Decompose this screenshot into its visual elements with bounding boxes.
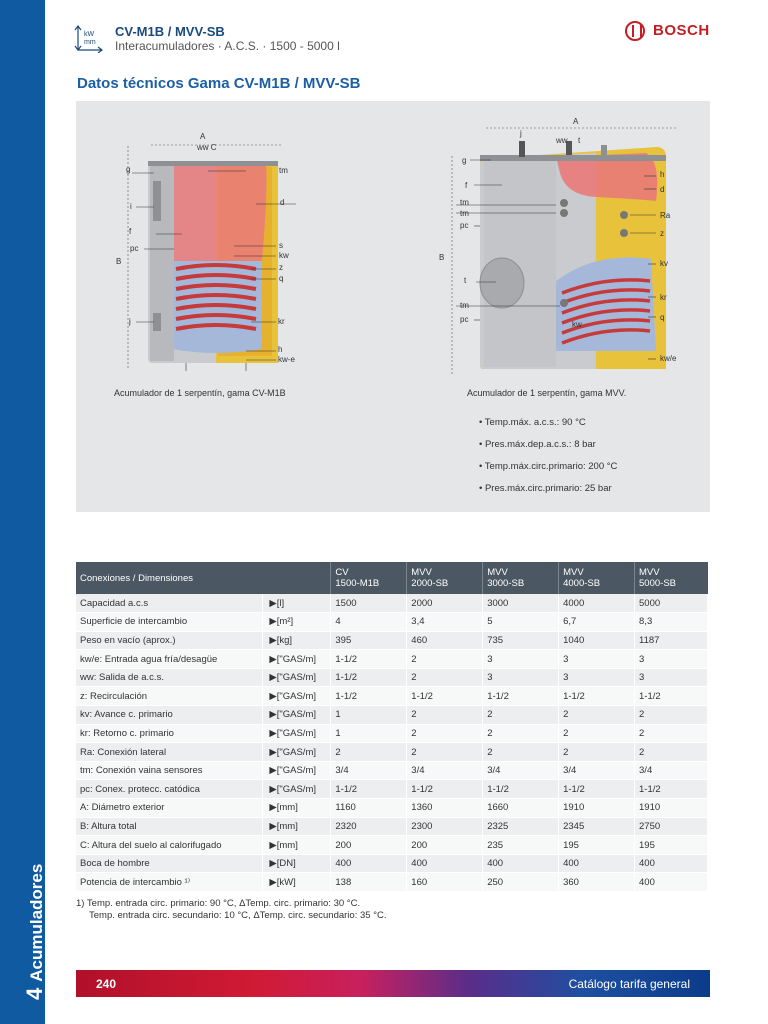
row-value: 3 bbox=[483, 668, 559, 687]
right-label-kv: kv bbox=[660, 259, 668, 268]
right-label-ww: ww bbox=[556, 136, 568, 145]
table-row bbox=[76, 817, 708, 836]
row-value: 3/4 bbox=[635, 761, 708, 780]
left-label-f: f bbox=[129, 227, 132, 236]
row-value: 2 bbox=[559, 724, 635, 743]
right-label-Ra: Ra bbox=[660, 211, 671, 220]
row-value: 160 bbox=[407, 873, 483, 892]
left-label-wwC: ww C bbox=[197, 143, 217, 152]
right-label-pc1: pc bbox=[460, 221, 469, 230]
row-value: 1360 bbox=[407, 799, 483, 818]
row-value: 2 bbox=[483, 743, 559, 762]
technical-data-table bbox=[76, 562, 708, 892]
table-row bbox=[76, 761, 708, 780]
spec-item: • Temp.máx.circ.primario: 200 °C bbox=[479, 461, 618, 472]
row-value: 2 bbox=[407, 743, 483, 762]
row-unit: ▶[m²] bbox=[263, 613, 331, 632]
row-value: 2300 bbox=[407, 817, 483, 836]
row-unit: ▶["GAS/m] bbox=[263, 650, 331, 669]
row-label: kw/e: Entrada agua fría/desagüe bbox=[76, 650, 263, 669]
row-value: 1660 bbox=[483, 799, 559, 818]
row-unit: ▶["GAS/m] bbox=[263, 780, 331, 799]
row-value: 2 bbox=[483, 706, 559, 725]
left-label-s: s bbox=[279, 241, 283, 250]
row-unit: ▶[kW] bbox=[263, 873, 331, 892]
table-row bbox=[76, 631, 708, 650]
row-value: 250 bbox=[483, 873, 559, 892]
table-row bbox=[76, 706, 708, 725]
left-label-g: g bbox=[126, 165, 131, 174]
row-unit: ▶[mm] bbox=[263, 817, 331, 836]
row-unit: ▶["GAS/m] bbox=[263, 743, 331, 762]
row-label: B: Altura total bbox=[76, 817, 263, 836]
left-label-tm: tm bbox=[279, 166, 288, 175]
row-value: 2 bbox=[559, 743, 635, 762]
spec-item: • Pres.máx.circ.primario: 25 bar bbox=[479, 483, 612, 494]
row-value: 1187 bbox=[635, 631, 708, 650]
row-value: 2320 bbox=[331, 817, 407, 836]
tank-diagrams-svg bbox=[76, 101, 710, 512]
row-label: Capacidad a.c.s bbox=[76, 594, 263, 613]
table-row bbox=[76, 836, 708, 855]
kw-mm-icon bbox=[74, 23, 104, 53]
header-title: CV-M1B / MVV-SB bbox=[115, 24, 225, 39]
right-label-j: j bbox=[520, 129, 522, 138]
row-value: 2 bbox=[635, 724, 708, 743]
row-value: 1 bbox=[331, 706, 407, 725]
right-label-tm2: tm bbox=[460, 209, 469, 218]
row-value: 3,4 bbox=[407, 613, 483, 632]
right-label-tm3: tm bbox=[460, 301, 469, 310]
right-tank-drawing bbox=[452, 128, 676, 376]
row-value: 2 bbox=[407, 650, 483, 669]
row-value: 1-1/2 bbox=[635, 780, 708, 799]
row-value: 2 bbox=[483, 724, 559, 743]
chapter-title: Acumuladores bbox=[27, 863, 46, 982]
left-label-A: A bbox=[200, 132, 206, 141]
row-value: 3 bbox=[635, 650, 708, 669]
row-unit: ▶["GAS/m] bbox=[263, 761, 331, 780]
table-header-label: Conexiones / Dimensiones bbox=[76, 562, 331, 594]
table-header-col: MVV 4000-SB bbox=[559, 562, 635, 594]
left-label-B: B bbox=[116, 257, 122, 266]
catalog-title: Catálogo tarifa general bbox=[568, 977, 690, 991]
right-label-pc2: pc bbox=[460, 315, 469, 324]
right-label-kw: kw bbox=[572, 320, 582, 329]
right-label-g: g bbox=[462, 156, 467, 165]
left-label-kr: kr bbox=[278, 317, 285, 326]
footnote-line: Temp. entrada circ. secundario: 10 °C, ΔTemp. circ. secundario: 35 °C. bbox=[89, 910, 387, 921]
table-row bbox=[76, 743, 708, 762]
row-value: 6,7 bbox=[559, 613, 635, 632]
row-value: 400 bbox=[635, 854, 708, 873]
table-row bbox=[76, 650, 708, 669]
footnote bbox=[76, 898, 387, 922]
right-label-d: d bbox=[660, 185, 665, 194]
table-header-col: MVV 2000-SB bbox=[407, 562, 483, 594]
row-value: 1-1/2 bbox=[407, 780, 483, 799]
left-tank-drawing bbox=[128, 145, 296, 371]
row-value: 735 bbox=[483, 631, 559, 650]
row-label: kr: Retorno c. primario bbox=[76, 724, 263, 743]
brand-name: BOSCH bbox=[653, 22, 710, 39]
row-unit: ▶["GAS/m] bbox=[263, 706, 331, 725]
row-value: 8,3 bbox=[635, 613, 708, 632]
row-value: 2000 bbox=[407, 594, 483, 613]
row-value: 195 bbox=[559, 836, 635, 855]
table-row bbox=[76, 668, 708, 687]
row-value: 400 bbox=[635, 873, 708, 892]
table-row bbox=[76, 687, 708, 706]
row-value: 1910 bbox=[559, 799, 635, 818]
row-value: 1-1/2 bbox=[559, 687, 635, 706]
row-value: 1-1/2 bbox=[331, 650, 407, 669]
footnote-line: 1) Temp. entrada circ. primario: 90 °C, ΔTemp. circ. primario: 30 °C. bbox=[76, 898, 361, 909]
row-label: Ra: Conexión lateral bbox=[76, 743, 263, 762]
table-row bbox=[76, 854, 708, 873]
diagram-panel bbox=[76, 101, 710, 512]
table-header-col: CV 1500-M1B bbox=[331, 562, 407, 594]
table-header-col: MVV 5000-SB bbox=[635, 562, 708, 594]
row-value: 3/4 bbox=[331, 761, 407, 780]
row-label: ww: Salida de a.c.s. bbox=[76, 668, 263, 687]
left-label-j: j bbox=[129, 317, 131, 326]
left-label-i: i bbox=[130, 202, 132, 211]
row-label: Superficie de intercambio bbox=[76, 613, 263, 632]
page-number: 240 bbox=[96, 977, 117, 991]
right-label-kr: kr bbox=[660, 293, 667, 302]
row-value: 400 bbox=[559, 854, 635, 873]
row-unit: ▶["GAS/m] bbox=[263, 687, 331, 706]
table-row bbox=[76, 780, 708, 799]
row-unit: ▶[mm] bbox=[263, 799, 331, 818]
chapter-number: 4 bbox=[22, 987, 47, 1000]
row-value: 3 bbox=[559, 650, 635, 669]
table-row bbox=[76, 613, 708, 632]
left-label-z: z bbox=[279, 263, 283, 272]
row-value: 2 bbox=[559, 706, 635, 725]
right-label-z: z bbox=[660, 229, 664, 238]
row-label: Potencia de intercambio ¹⁾ bbox=[76, 873, 263, 892]
footer-bar bbox=[76, 970, 710, 997]
left-label-d: d bbox=[280, 198, 285, 207]
row-value: 1-1/2 bbox=[331, 687, 407, 706]
row-label: C: Altura del suelo al calorifugado bbox=[76, 836, 263, 855]
row-value: 1500 bbox=[331, 594, 407, 613]
row-value: 395 bbox=[331, 631, 407, 650]
right-label-B: B bbox=[439, 253, 445, 262]
row-value: 1 bbox=[331, 724, 407, 743]
row-value: 2325 bbox=[483, 817, 559, 836]
table-row bbox=[76, 594, 708, 613]
row-value: 138 bbox=[331, 873, 407, 892]
row-label: z: Recirculación bbox=[76, 687, 263, 706]
row-value: 2 bbox=[407, 668, 483, 687]
row-label: Boca de hombre bbox=[76, 854, 263, 873]
row-value: 1-1/2 bbox=[331, 668, 407, 687]
table-header-col: MVV 3000-SB bbox=[483, 562, 559, 594]
spec-item: • Pres.máx.dep.a.c.s.: 8 bar bbox=[479, 439, 596, 450]
row-value: 1-1/2 bbox=[483, 780, 559, 799]
row-unit: ▶[DN] bbox=[263, 854, 331, 873]
row-value: 1910 bbox=[635, 799, 708, 818]
row-value: 3 bbox=[635, 668, 708, 687]
row-value: 2 bbox=[635, 706, 708, 725]
row-value: 1-1/2 bbox=[483, 687, 559, 706]
caption-left: Acumulador de 1 serpentín, gama CV-M1B bbox=[114, 388, 286, 398]
row-value: 400 bbox=[331, 854, 407, 873]
right-label-f: f bbox=[465, 181, 468, 190]
row-value: 2 bbox=[635, 743, 708, 762]
table-header-row bbox=[76, 562, 708, 594]
row-unit: ▶[mm] bbox=[263, 836, 331, 855]
right-label-tm1: tm bbox=[460, 198, 469, 207]
bosch-brand bbox=[625, 21, 715, 43]
left-label-kwe: kw-e bbox=[278, 355, 295, 364]
header-subtitle: Interacumuladores · A.C.S. · 1500 - 5000 l bbox=[115, 39, 340, 53]
row-value: 3/4 bbox=[483, 761, 559, 780]
row-value: 3 bbox=[483, 650, 559, 669]
table-row bbox=[76, 724, 708, 743]
row-value: 460 bbox=[407, 631, 483, 650]
row-value: 2345 bbox=[559, 817, 635, 836]
row-label: kv: Avance c. primario bbox=[76, 706, 263, 725]
row-label: tm: Conexión vaina sensores bbox=[76, 761, 263, 780]
icon-kw-text: kW bbox=[84, 31, 95, 38]
row-value: 1160 bbox=[331, 799, 407, 818]
row-value: 195 bbox=[635, 836, 708, 855]
left-label-h: h bbox=[278, 345, 283, 354]
row-value: 400 bbox=[483, 854, 559, 873]
row-label: A: Diámetro exterior bbox=[76, 799, 263, 818]
bosch-logo-icon bbox=[625, 21, 645, 41]
right-label-t2: t bbox=[464, 276, 467, 285]
section-title: Datos técnicos Gama CV-M1B / MVV-SB bbox=[77, 75, 361, 92]
row-value: 1040 bbox=[559, 631, 635, 650]
row-value: 4 bbox=[331, 613, 407, 632]
table-row bbox=[76, 799, 708, 818]
row-value: 400 bbox=[407, 854, 483, 873]
left-label-q: q bbox=[279, 274, 284, 283]
spec-item: • Temp.máx. a.c.s.: 90 °C bbox=[479, 417, 586, 428]
right-label-A: A bbox=[573, 117, 579, 126]
right-label-kwe: kw/e bbox=[660, 354, 677, 363]
row-value: 5000 bbox=[635, 594, 708, 613]
row-value: 1-1/2 bbox=[635, 687, 708, 706]
row-value: 200 bbox=[331, 836, 407, 855]
row-value: 2 bbox=[331, 743, 407, 762]
right-label-h: h bbox=[660, 170, 665, 179]
row-label: Peso en vacío (aprox.) bbox=[76, 631, 263, 650]
icon-mm-text: mm bbox=[84, 39, 96, 46]
chapter-label bbox=[0, 840, 45, 1010]
row-value: 3000 bbox=[483, 594, 559, 613]
caption-right: Acumulador de 1 serpentín, gama MVV. bbox=[467, 388, 627, 398]
left-label-kw: kw bbox=[279, 251, 289, 260]
row-value: 2 bbox=[407, 706, 483, 725]
row-value: 3/4 bbox=[407, 761, 483, 780]
table-row bbox=[76, 873, 708, 892]
row-value: 3 bbox=[559, 668, 635, 687]
row-value: 4000 bbox=[559, 594, 635, 613]
row-unit: ▶["GAS/m] bbox=[263, 724, 331, 743]
row-value: 1-1/2 bbox=[559, 780, 635, 799]
row-value: 1-1/2 bbox=[331, 780, 407, 799]
row-value: 5 bbox=[483, 613, 559, 632]
row-unit: ▶["GAS/m] bbox=[263, 668, 331, 687]
row-value: 1-1/2 bbox=[407, 687, 483, 706]
row-value: 360 bbox=[559, 873, 635, 892]
row-label: pc: Conex. protecc. catódica bbox=[76, 780, 263, 799]
right-label-t: t bbox=[578, 136, 581, 145]
row-value: 2750 bbox=[635, 817, 708, 836]
row-value: 3/4 bbox=[559, 761, 635, 780]
right-label-q: q bbox=[660, 313, 665, 322]
row-unit: ▶[kg] bbox=[263, 631, 331, 650]
row-value: 200 bbox=[407, 836, 483, 855]
row-value: 2 bbox=[407, 724, 483, 743]
row-value: 235 bbox=[483, 836, 559, 855]
row-unit: ▶[l] bbox=[263, 594, 331, 613]
left-label-pc: pc bbox=[130, 244, 139, 253]
